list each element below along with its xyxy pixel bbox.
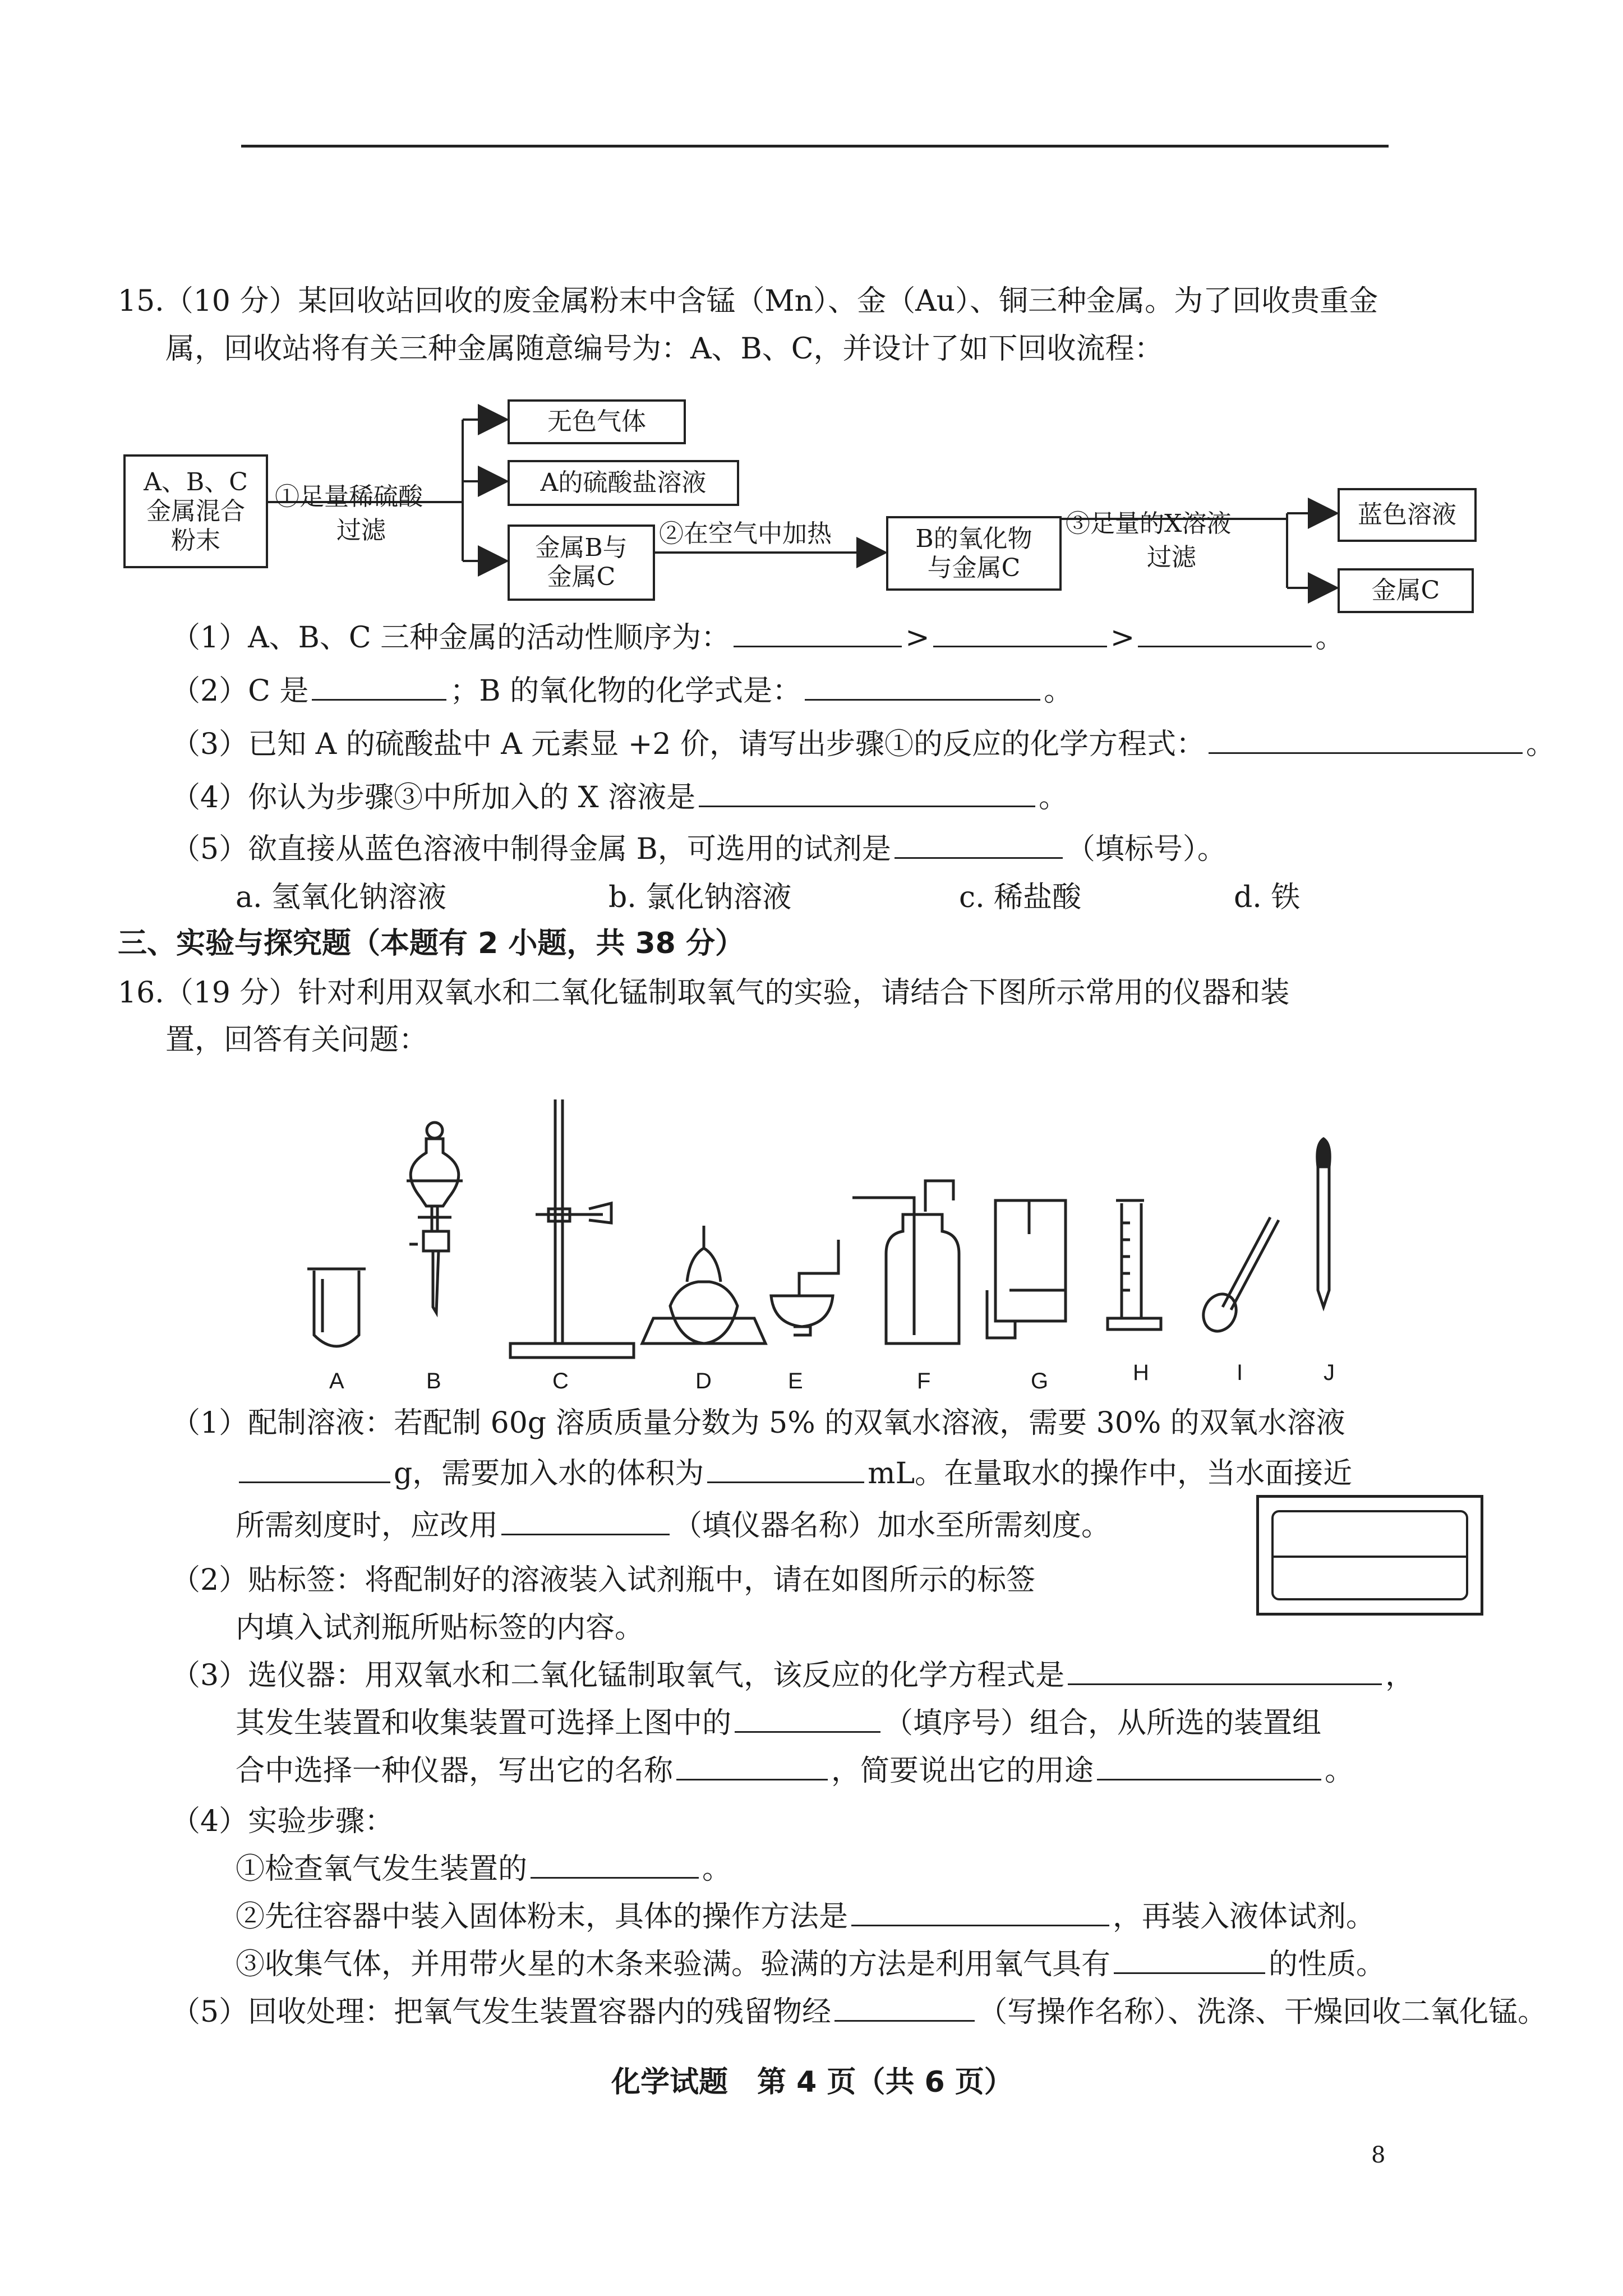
q16-part4-step2-blank[interactable] [851,1899,1109,1926]
metal-bc-line2: 金属C [547,563,616,591]
flow-box-blue-solution: 蓝色溶液 [1338,488,1477,542]
page-footer: 化学试题 第 4 页（共 6 页） [611,2065,1013,2099]
flow-step3-filter: 过滤 [1147,543,1196,572]
apparatus-c-iron-stand [510,1099,634,1358]
q16-part4-step3-blank[interactable] [1114,1947,1265,1974]
mixture-line2: 金属混合 [146,496,245,526]
mixture-line3: 粉末 [171,526,220,555]
oxide-line2: 与金属C [927,553,1021,582]
reagent-label-divider [1274,1556,1466,1558]
apparatus-label-a: A [329,1369,344,1393]
flow-step3-reagent: ③足量的X溶液 [1066,509,1232,538]
q16-part1-line1: （1）配制溶液：若配制 60g 溶质质量分数为 5% 的双氧水溶液，需要 30% 的双氧水溶液 [171,1406,1345,1440]
q16-part1-blank1[interactable] [239,1456,390,1483]
q15-option-b: b. 氯化钠溶液 [608,881,792,914]
q16-part1-text-g: g，需要加入水的体积为 [394,1457,704,1490]
q16-part3-comma: ， [1385,1659,1415,1692]
q15-part5-text1: （5）欲直接从蓝色溶液中制得金属 B，可选用的试剂是 [171,832,891,866]
q16-part1-line3 [236,1508,1110,1544]
apparatus-b-separatory-funnel [407,1122,463,1313]
q16-part4-step3 [236,1947,1385,1982]
apparatus-label-j: J [1324,1360,1335,1385]
metal-bc-line1: 金属B与 [535,533,628,562]
apparatus-j-dropper [1317,1139,1330,1307]
apparatus-label-i: I [1237,1360,1243,1385]
flow-step1-filter: 过滤 [336,516,386,545]
q16-part3-blank1[interactable] [1068,1658,1382,1685]
page-number: 8 [1371,2142,1386,2168]
q16-part4-step2 [236,1899,1375,1935]
q16-part1-line2 [236,1456,1352,1492]
q16-part1-blank3[interactable] [501,1508,670,1535]
q16-part3-text3: （填序号）组合，从所选的装置组 [884,1706,1322,1740]
q15-stem-line1: 15.（10 分）某回收站回收的废金属粉末中含锰（Mn）、金（Au）、铜三种金属。为了回收贵重金 [118,284,1378,318]
flow-box-metal-c: 金属C [1338,568,1474,613]
apparatus-g-water-trough [987,1200,1066,1338]
q16-part3-line2 [236,1705,1321,1741]
q15-option-c: c. 稀盐酸 [959,881,1082,914]
section-3-heading: 三、实验与探究题（本题有 2 小题，共 38 分） [118,927,744,960]
q16-part4-title: （4）实验步骤： [171,1805,394,1838]
q16-part3-text1: （3）选仪器：用双氧水和二氧化锰制取氧气，该反应的化学方程式是 [171,1659,1065,1692]
q15-part1-gt1: > [905,621,930,655]
apparatus-label-e: E [788,1369,803,1393]
apparatus-label-f: F [917,1369,931,1393]
flow-step1-reagent: ①足量稀硫酸 [275,482,423,511]
q16-part3-text5: ，简要说出它的用途 [831,1754,1094,1788]
q15-part2-end: 。 [1044,674,1073,708]
apparatus-d-alcohol-lamp [642,1226,766,1343]
q16-part3-blank2[interactable] [735,1705,880,1733]
flow-step2-heat: ②在空气中加热 [659,519,832,548]
apparatus-label-d: D [695,1369,712,1393]
q16-part3-line1 [171,1658,1414,1694]
q16-part5-blank[interactable] [834,1994,975,2022]
q15-part3-text: （3）已知 A 的硫酸盐中 A 元素显 +2 价，请写出步骤①的反应的化学方程式： [171,728,1206,761]
q16-part3-text4: 合中选择一种仪器，写出它的名称 [236,1754,674,1788]
q15-part1-end: 。 [1315,621,1345,655]
q16-part4-step3-end: 的性质。 [1269,1948,1386,1981]
q15-part4-end: 。 [1039,781,1068,815]
q16-part1-text-change: 所需刻度时，应改用 [236,1509,499,1543]
q15-option-a: a. 氢氧化钠溶液 [236,881,447,914]
q16-part4-step2-end: ，再装入液体试剂。 [1113,1900,1376,1934]
q15-option-d: d. 铁 [1234,881,1301,914]
apparatus-h-graduated-cylinder [1108,1200,1161,1329]
q16-part4-step3-text: ③收集气体，并用带火星的木条来验满。验满的方法是利用氧气具有 [236,1948,1111,1981]
flow-box-gas: 无色气体 [508,399,686,444]
apparatus-f-gas-bottle [852,1181,959,1343]
apparatus-label-c: C [552,1369,569,1393]
q16-part3-text2: 其发生装置和收集装置可选择上图中的 [236,1706,732,1740]
q16-part5-text1: （5）回收处理：把氧气发生装置容器内的残留物经 [171,1995,832,2029]
q16-part3-blank3[interactable] [676,1753,828,1780]
q16-part2-line2: 内填入试剂瓶所贴标签的内容。 [236,1611,644,1645]
oxide-line1: B的氧化物 [915,524,1032,553]
reagent-label-box [1256,1495,1483,1616]
q16-part3-line3 [236,1753,1354,1789]
q16-part4-step1 [236,1851,731,1887]
q15-part1-gt2: > [1110,621,1135,655]
flow-box-salt-solution: A的硫酸盐溶液 [508,460,739,506]
q16-part1-blank2[interactable] [707,1456,864,1483]
q16-part4-step1-text: ①检查氧气发生装置的 [236,1852,528,1886]
q15-part1-text: （1）A、B、C 三种金属的活动性顺序为： [171,621,731,655]
q15-part2-text1: （2）C 是 [171,674,309,708]
q16-part4-step2-text: ②先往容器中装入固体粉末，具体的操作方法是 [236,1900,849,1934]
q16-part5-text2: （写操作名称）、洗涤、干燥回收二氧化锰。 [978,1995,1547,2029]
apparatus-label-h: H [1133,1360,1149,1385]
q16-part1-text-instrument: （填仪器名称）加水至所需刻度。 [673,1509,1111,1543]
apparatus-label-b: B [426,1369,441,1393]
apparatus-a-test-tube [307,1269,366,1346]
q16-part1-text-ml: mL。在量取水的操作中，当水面接近 [868,1457,1353,1490]
apparatus-i-spatula [1197,1217,1279,1337]
apparatus-label-g: G [1031,1369,1049,1393]
q15-stem-line2: 属，回收站将有关三种金属随意编号为：A、B、C，并设计了如下回收流程： [165,332,1164,366]
q16-stem-line1: 16.（19 分）针对利用双氧水和二氧化锰制取氧气的实验，请结合下图所示常用的仪器和装 [118,976,1290,1010]
q16-part4-step1-end: 。 [702,1852,732,1886]
apparatus-e-vessel [771,1240,838,1335]
q15-part5-text2: （填标号）。 [1066,832,1227,866]
q16-part5 [171,1994,1547,2030]
q15-part3-end: 。 [1526,728,1556,761]
q16-stem-line2: 置，回答有关问题： [165,1023,428,1057]
mixture-line1: A、B、C [144,467,248,496]
q15-part2-text2: ；B 的氧化物的化学式是： [450,674,802,708]
q16-part2-line1: （2）贴标签：将配制好的溶液装入试剂瓶中，请在如图所示的标签 [171,1563,1036,1597]
q16-part3-blank4[interactable] [1097,1753,1321,1780]
q16-part3-end: 。 [1325,1754,1354,1788]
q16-part4-step1-blank[interactable] [531,1851,699,1879]
q15-part4-text: （4）你认为步骤③中所加入的 X 溶液是 [171,781,696,815]
reagent-label-inner[interactable] [1271,1510,1468,1600]
